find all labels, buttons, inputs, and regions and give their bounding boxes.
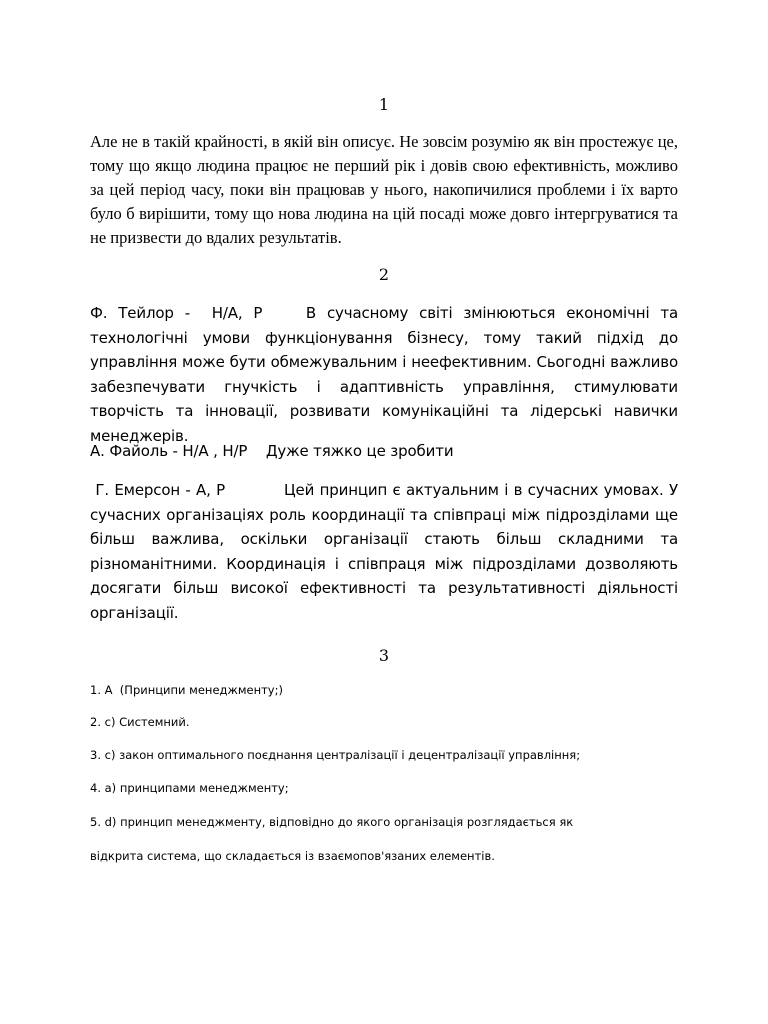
answer-item-3: 3. с) закон оптимального поєднання централізації і децентралізації управління; — [90, 748, 581, 762]
answer-item-1: 1. А (Принципи менеджменту;) — [90, 683, 283, 697]
taylor-label: Ф. Тейлор - Н/А, Р — [90, 304, 306, 322]
taylor-text: В сучасному світі змінюються економічні та технологічні умови функціонування бізнесу, тому такий підхід до управління може бути обмежувальним і неефективним. Сьогодні важливо забезпечувати гнучкість і адаптивність управління, стимулювати творчість та інновації, розвивати комунікаційні та лідерські навички менеджерів. — [90, 304, 678, 445]
emerson-label: Г. Емерсон - А, Р — [90, 481, 285, 499]
answer-item-2: 2. с) Системний. — [90, 715, 190, 729]
fayol-text: Дуже тяжко це зробити — [265, 442, 454, 460]
section-number-1: 1 — [378, 95, 390, 114]
answer-item-5: 5. d) принцип менеджменту, відповідно до якого організація розглядається як — [90, 815, 574, 829]
section-1-paragraph: Але не в такій крайності, в якій він описує. Не зовсім розумію як він простежує це, тому що якщо людина працює не перший рік і довів свою ефективність, можливо за цей період часу, поки він працював у нього, накопичилися проблеми і їх варто було б вирішити, тому що нова людина на цій посаді може довго інтергруватися та не призвести до вдалих результатів. — [90, 132, 678, 247]
document-page — [90, 0, 678, 1024]
taylor-paragraph — [90, 301, 678, 448]
section-number-3: 3 — [378, 646, 390, 665]
answer-item-5-continuation: відкрита система, що складається із взаємопов'язаних елементів. — [90, 849, 495, 863]
emerson-paragraph — [90, 478, 678, 625]
fayol-label: А. Файоль - Н/А , Н/Р — [90, 442, 266, 460]
answer-item-4: 4. а) принципами менеджменту; — [90, 781, 289, 795]
fayol-paragraph — [90, 439, 678, 463]
section-number-2: 2 — [378, 265, 390, 284]
emerson-text: Цей принцип є актуальним і в сучасних умовах. У сучасних організаціях роль координації та співпраці між підрозділами ще більш важлива, оскільки організації стають більш складними та різноманітними. Координація і співпраця між підрозділами дозволяють досягати більш високої ефективності та результативності діяльності організації. — [90, 481, 678, 622]
